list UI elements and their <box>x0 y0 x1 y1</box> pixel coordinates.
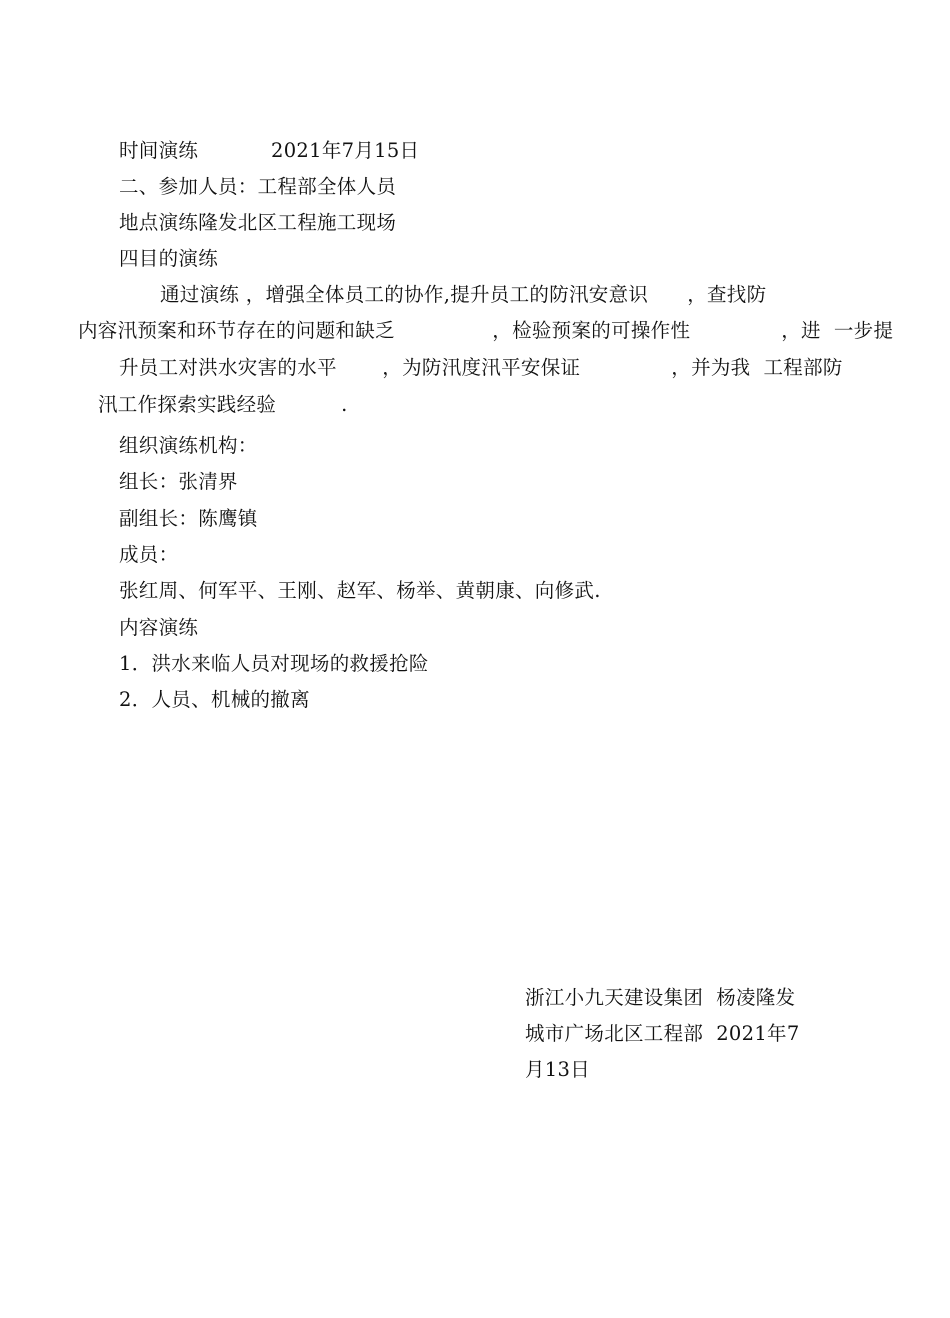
org-title: 组织演练机构： <box>119 434 258 457</box>
org-members: 张红周、何军平、王刚、赵军、杨举、黄朝康、向修武. <box>119 579 601 602</box>
signature-line-3: 月13日 <box>525 1058 591 1081</box>
content-title: 内容演练 <box>119 616 199 639</box>
content-item-2: 2．人员、机械的撤离 <box>119 688 310 711</box>
section1-date: 2021年7月15日 <box>271 139 420 162</box>
purpose-line-3: 升员工对洪水灾害的水平 ，为防汛度汛平安保证 ，并为我 工程部防 <box>119 356 843 379</box>
content-item-1: 1．洪水来临人员对现场的救援抢险 <box>119 652 429 675</box>
signature-line-2: 城市广场北区工程部 2021年7 <box>525 1022 800 1045</box>
section2-participants: 二、参加人员：工程部全体人员 <box>119 175 397 198</box>
org-members-label: 成员： <box>119 543 179 566</box>
purpose-line-4: 汛工作探索实践经验 . <box>98 393 348 416</box>
purpose-line-2: 内容汛预案和环节存在的问题和缺乏 ，检验预案的可操作性 ，进 一步提 <box>78 319 894 342</box>
signature-line-1: 浙江小九天建设集团 杨凌隆发 <box>525 986 796 1009</box>
org-deputy: 副组长：陈鹰镇 <box>119 507 258 530</box>
section1-label: 时间演练 <box>119 139 199 162</box>
section4-purpose-heading: 四目的演练 <box>119 247 219 270</box>
purpose-line-1: 通过演练 ，增强全体员工的协作,提升员工的防汛安意识 ，查找防 <box>160 283 767 306</box>
section3-location: 地点演练隆发北区工程施工现场 <box>119 211 397 234</box>
org-leader: 组长：张清界 <box>119 470 238 493</box>
